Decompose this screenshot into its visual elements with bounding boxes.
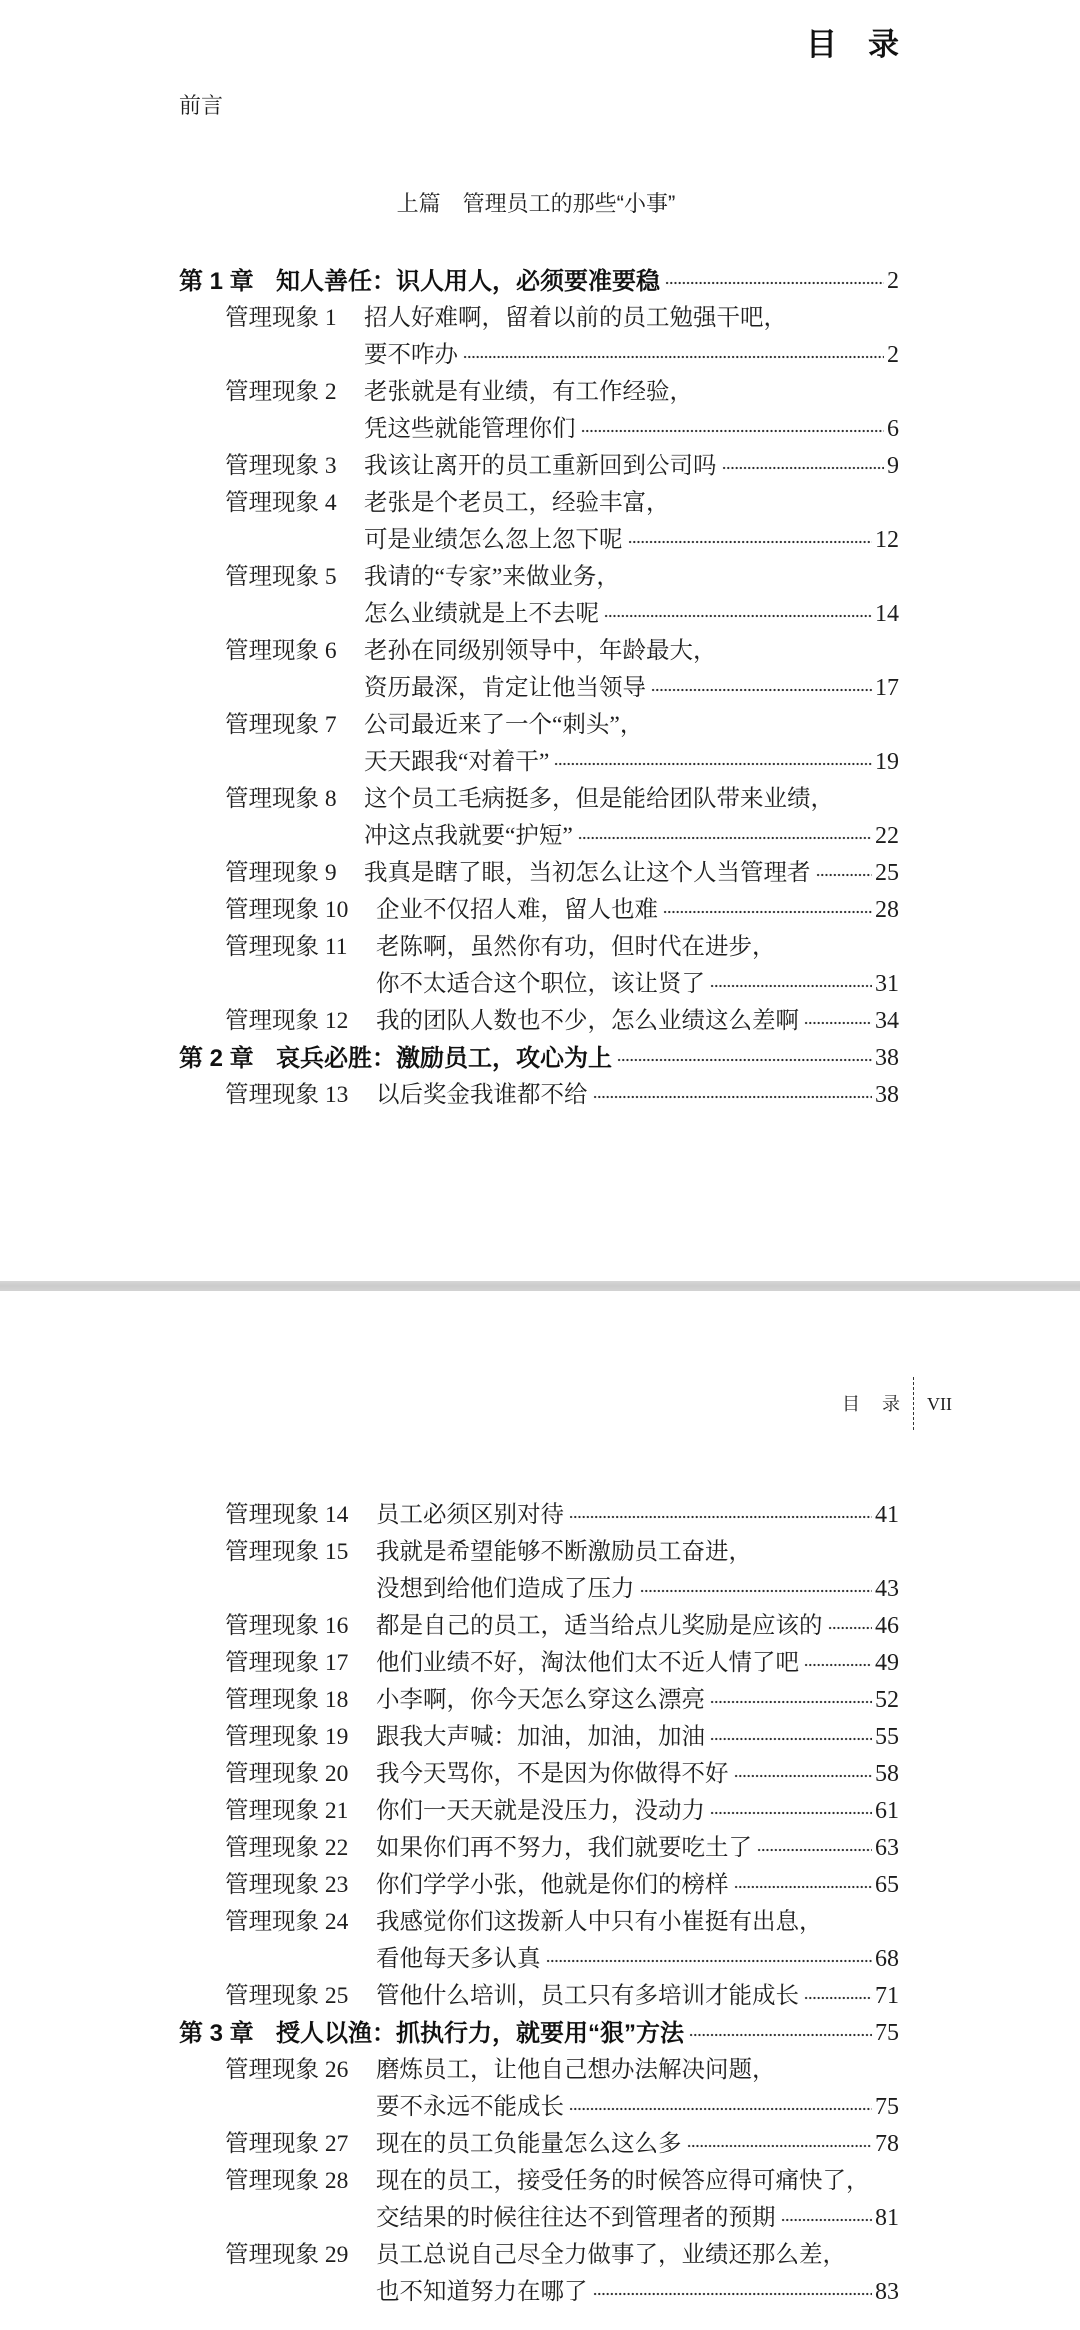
dot-leader: [569, 1497, 872, 1534]
toc-row: [0, 744, 1080, 781]
chapter-label: 第 3 章: [179, 2020, 254, 2047]
item-label: 管理现象 15: [225, 1539, 349, 1565]
dot-leader: [569, 2089, 872, 2126]
toc-row: [0, 1978, 1080, 2015]
toc-row: [0, 1682, 1080, 1719]
entry-title: 老孙在同级别领导中，年龄最大，: [364, 638, 717, 664]
toc-line: [364, 522, 899, 559]
toc-row: [0, 1040, 1080, 1077]
toc-row: [0, 818, 1080, 855]
toc-row: [0, 707, 1080, 744]
item-label: 管理现象 4: [225, 490, 337, 516]
toc-row: [0, 855, 1080, 892]
item-label: 管理现象 19: [225, 1724, 349, 1750]
entry-title: 老张就是有业绩，有工作经验，: [364, 379, 693, 405]
item-label: 管理现象 10: [225, 897, 349, 923]
toc-line: [376, 1978, 899, 2015]
entry-title: 如果你们再不努力，我们就要吃土了: [376, 1835, 752, 1861]
page-number: 78: [875, 2131, 899, 2157]
toc-row: [0, 485, 1080, 522]
toc-row: [0, 1608, 1080, 1645]
entry-title: 冲这点我就要“护短”: [364, 823, 573, 849]
item-label: 管理现象 29: [225, 2242, 349, 2268]
entry-title: 现在的员工负能量怎么这么多: [376, 2131, 682, 2157]
page-number: 14: [875, 601, 899, 627]
toc-line: [364, 744, 899, 781]
toc-line: [376, 1077, 899, 1114]
toc-line: [364, 596, 899, 633]
dot-leader: [710, 1719, 872, 1756]
page-number: 43: [875, 1576, 899, 1602]
toc-line: [376, 1756, 899, 1793]
entry-title: 老陈啊，虽然你有功，但时代在进步，: [376, 934, 776, 960]
entry-title: 我该让离开的员工重新回到公司吗: [364, 453, 717, 479]
page-number: 63: [875, 1835, 899, 1861]
entry-title: 以后奖金我谁都不给: [376, 1082, 588, 1108]
dot-leader: [628, 522, 873, 559]
dot-leader: [710, 1682, 872, 1719]
toc-row: [0, 1941, 1080, 1978]
entry-title: 员工必须区别对待: [376, 1502, 564, 1528]
toc-line: [376, 1867, 899, 1904]
entry-title: 都是自己的员工，适当给点儿奖励是应该的: [376, 1613, 823, 1639]
toc-row: [0, 670, 1080, 707]
entry-title: 交结果的时候往往达不到管理者的预期: [376, 2205, 776, 2231]
toc-line: [376, 1793, 899, 1830]
dot-leader: [463, 337, 884, 374]
dot-leader: [581, 411, 885, 448]
toc-line: [376, 2089, 899, 2126]
dot-leader: [640, 1571, 873, 1608]
page-number: 9: [887, 453, 899, 479]
toc-line: [364, 411, 899, 448]
entry-title: 跟我大声喊：加油，加油，加油: [376, 1724, 705, 1750]
toc-line: [376, 1719, 899, 1756]
toc-row: [0, 2089, 1080, 2126]
item-label: 管理现象 20: [225, 1761, 349, 1787]
item-label: 管理现象 12: [225, 1008, 349, 1034]
page-number: 34: [875, 1008, 899, 1034]
toc-line: [276, 1040, 899, 1077]
dot-leader: [757, 1830, 872, 1867]
dot-leader: [804, 1978, 872, 2015]
item-label: 管理现象 7: [225, 712, 337, 738]
item-label: 管理现象 23: [225, 1872, 349, 1898]
page-number: 83: [875, 2279, 899, 2305]
entry-title: 我今天骂你，不是因为你做得不好: [376, 1761, 729, 1787]
toc-line: [364, 818, 899, 855]
page-number: 2: [887, 342, 899, 368]
part-heading: 上篇 管理员工的那些“小事”: [396, 191, 676, 216]
entry-title: 你们学学小张，他就是你们的榜样: [376, 1872, 729, 1898]
page-number: 46: [875, 1613, 899, 1639]
entry-title: 我请的“专家”来做业务，: [364, 564, 620, 590]
page-number: 22: [875, 823, 899, 849]
toc-row: [0, 1571, 1080, 1608]
toc-row: [0, 2274, 1080, 2311]
entry-title: 可是业绩怎么忽上忽下呢: [364, 527, 623, 553]
page-number: 75: [875, 2020, 899, 2046]
item-label: 管理现象 8: [225, 786, 337, 812]
toc-row: [0, 1003, 1080, 1040]
toc-row: [0, 1645, 1080, 1682]
entry-title: 凭这些就能管理你们: [364, 416, 576, 442]
page-number: 58: [875, 1761, 899, 1787]
entry-title: 资历最深，肯定让他当领导: [364, 675, 646, 701]
toc-line: [376, 1003, 899, 1040]
toc-row: [0, 2015, 1080, 2052]
chapter-label: 第 1 章: [179, 268, 254, 295]
page-number: 55: [875, 1724, 899, 1750]
item-label: 管理现象 18: [225, 1687, 349, 1713]
page-number: 68: [875, 1946, 899, 1972]
toc-line: [376, 892, 899, 929]
toc-line: [364, 337, 899, 374]
toc-row: [0, 522, 1080, 559]
chapter-label: 第 2 章: [179, 1045, 254, 1072]
page-number: 75: [875, 2094, 899, 2120]
page-number: 49: [875, 1650, 899, 1676]
entry-title: 天天跟我“对着干”: [364, 749, 550, 775]
dot-leader: [617, 1040, 872, 1077]
toc-row: [0, 2126, 1080, 2163]
toc-row: [0, 411, 1080, 448]
toc-row: [0, 1830, 1080, 1867]
toc-line: [376, 1941, 899, 1978]
toc-row: [0, 966, 1080, 1003]
entry-title: 小李啊，你今天怎么穿这么漂亮: [376, 1687, 705, 1713]
toc-row: [0, 1904, 1080, 1941]
entry-title: 我就是希望能够不断激励员工奋进，: [376, 1539, 752, 1565]
entry-title: 我真是瞎了眼，当初怎么让这个人当管理者: [364, 860, 811, 886]
toc-line: [376, 2126, 899, 2163]
page-number: 38: [875, 1082, 899, 1108]
toc-row: [0, 1867, 1080, 1904]
toc-row: [0, 1719, 1080, 1756]
toc-line: [364, 855, 899, 892]
toc-row: [0, 892, 1080, 929]
page-number: 6: [887, 416, 899, 442]
dot-leader: [689, 2015, 872, 2052]
entry-title: 公司最近来了一个“刺头”，: [364, 712, 644, 738]
toc-line: [376, 2200, 899, 2237]
entry-title: 看他每天多认真: [376, 1946, 541, 1972]
entry-title: 老张是个老员工，经验丰富，: [364, 490, 670, 516]
toc-line: [376, 2274, 899, 2311]
toc-row: [0, 337, 1080, 374]
entry-title: 你不太适合这个职位，该让贤了: [376, 971, 705, 997]
page-number: 81: [875, 2205, 899, 2231]
page-number: 25: [875, 860, 899, 886]
dot-leader: [804, 1003, 872, 1040]
toc-line: [376, 1682, 899, 1719]
entry-title: 现在的员工，接受任务的时候答应得可痛快了，: [376, 2168, 870, 2194]
toc-row: [0, 2163, 1080, 2200]
dot-leader: [828, 1608, 873, 1645]
page-number: 17: [875, 675, 899, 701]
entry-title: 我的团队人数也不少，怎么业绩这么差啊: [376, 1008, 799, 1034]
entry-title: 要不咋办: [364, 342, 458, 368]
running-header-title: 目 录: [842, 1394, 902, 1414]
running-header-divider: [913, 1377, 914, 1430]
entry-title: 企业不仅招人难，留人也难: [376, 897, 658, 923]
chapter-title: 知人善任：识人用人，必须要准要稳: [276, 268, 660, 295]
toc-line: [364, 448, 899, 485]
page-number: 12: [875, 527, 899, 553]
toc-row: [0, 2052, 1080, 2089]
toc-line: [376, 966, 899, 1003]
entry-title: 没想到给他们造成了压力: [376, 1576, 635, 1602]
item-label: 管理现象 21: [225, 1798, 349, 1824]
dot-leader: [781, 2200, 873, 2237]
dot-leader: [710, 1793, 872, 1830]
page-folio: VII: [927, 1394, 952, 1414]
item-label: 管理现象 3: [225, 453, 337, 479]
item-label: 管理现象 24: [225, 1909, 349, 1935]
page-number: 28: [875, 897, 899, 923]
item-label: 管理现象 28: [225, 2168, 349, 2194]
item-label: 管理现象 2: [225, 379, 337, 405]
item-label: 管理现象 1: [225, 305, 337, 331]
chapter-title: 授人以渔：抓执行力，就要用“狠”方法: [276, 2020, 684, 2047]
entry-title: 管他什么培训，员工只有多培训才能成长: [376, 1983, 799, 2009]
toc-row: [0, 448, 1080, 485]
dot-leader: [651, 670, 872, 707]
toc-line: [376, 1830, 899, 1867]
dot-leader: [734, 1867, 873, 1904]
page-separator: [0, 1281, 1080, 1291]
toc-line: [276, 2015, 899, 2052]
toc-row: [0, 1793, 1080, 1830]
toc-page-2: [0, 1291, 1080, 2330]
dot-leader: [546, 1941, 873, 1978]
page-number: 71: [875, 1983, 899, 2009]
page-number: 61: [875, 1798, 899, 1824]
toc-line: [376, 1497, 899, 1534]
dot-leader: [593, 2274, 873, 2311]
page-title: 目 录: [806, 27, 899, 62]
entry-title: 也不知道努力在哪了: [376, 2279, 588, 2305]
dot-leader: [578, 818, 872, 855]
page-number: 38: [875, 1045, 899, 1071]
toc-row: [0, 2200, 1080, 2237]
dot-leader: [816, 855, 873, 892]
toc-preface: 前言: [179, 93, 224, 118]
entry-title: 招人好难啊，留着以前的员工勉强干吧，: [364, 305, 787, 331]
dot-leader: [710, 966, 872, 1003]
toc-line: [376, 1608, 899, 1645]
toc-row: [0, 1756, 1080, 1793]
toc-row: [0, 263, 1080, 300]
dot-leader: [687, 2126, 873, 2163]
dot-leader: [804, 1645, 872, 1682]
item-label: 管理现象 25: [225, 1983, 349, 2009]
dot-leader: [663, 892, 872, 929]
item-label: 管理现象 5: [225, 564, 337, 590]
toc-row: [0, 2237, 1080, 2274]
toc-row: [0, 374, 1080, 411]
toc-row: [0, 781, 1080, 818]
page-number: 19: [875, 749, 899, 775]
page-number: 65: [875, 1872, 899, 1898]
item-label: 管理现象 6: [225, 638, 337, 664]
item-label: 管理现象 9: [225, 860, 337, 886]
item-label: 管理现象 14: [225, 1502, 349, 1528]
dot-leader: [604, 596, 872, 633]
page-number: 31: [875, 971, 899, 997]
entry-title: 怎么业绩就是上不去呢: [364, 601, 599, 627]
entry-title: 你们一天天就是没压力，没动力: [376, 1798, 705, 1824]
item-label: 管理现象 11: [225, 934, 348, 960]
toc-row: [0, 1077, 1080, 1114]
entry-title: 磨炼员工，让他自己想办法解决问题，: [376, 2057, 776, 2083]
toc-row: [0, 1497, 1080, 1534]
page-number: 41: [875, 1502, 899, 1528]
toc-row: [0, 633, 1080, 670]
toc-line: [376, 1571, 899, 1608]
toc-row: [0, 559, 1080, 596]
toc-row: [0, 929, 1080, 966]
entry-title: 我感觉你们这拨新人中只有小崔挺有出息，: [376, 1909, 823, 1935]
item-label: 管理现象 13: [225, 1082, 349, 1108]
item-label: 管理现象 26: [225, 2057, 349, 2083]
dot-leader: [665, 263, 884, 300]
toc-line: [276, 263, 899, 300]
entry-title: 他们业绩不好，淘汰他们太不近人情了吧: [376, 1650, 799, 1676]
toc-line: [364, 670, 899, 707]
toc-line: [376, 1645, 899, 1682]
chapter-title: 哀兵必胜：激励员工，攻心为上: [276, 1045, 612, 1072]
dot-leader: [722, 448, 885, 485]
toc-row: [0, 300, 1080, 337]
item-label: 管理现象 17: [225, 1650, 349, 1676]
entry-title: 员工总说自己尽全力做事了，业绩还那么差，: [376, 2242, 846, 2268]
dot-leader: [593, 1077, 873, 1114]
dot-leader: [554, 744, 872, 781]
page-number: 2: [887, 268, 899, 294]
item-label: 管理现象 22: [225, 1835, 349, 1861]
toc-row: [0, 596, 1080, 633]
item-label: 管理现象 16: [225, 1613, 349, 1639]
page-number: 52: [875, 1687, 899, 1713]
dot-leader: [734, 1756, 873, 1793]
item-label: 管理现象 27: [225, 2131, 349, 2157]
toc-row: [0, 1534, 1080, 1571]
entry-title: 要不永远不能成长: [376, 2094, 564, 2120]
entry-title: 这个员工毛病挺多，但是能给团队带来业绩，: [364, 786, 834, 812]
